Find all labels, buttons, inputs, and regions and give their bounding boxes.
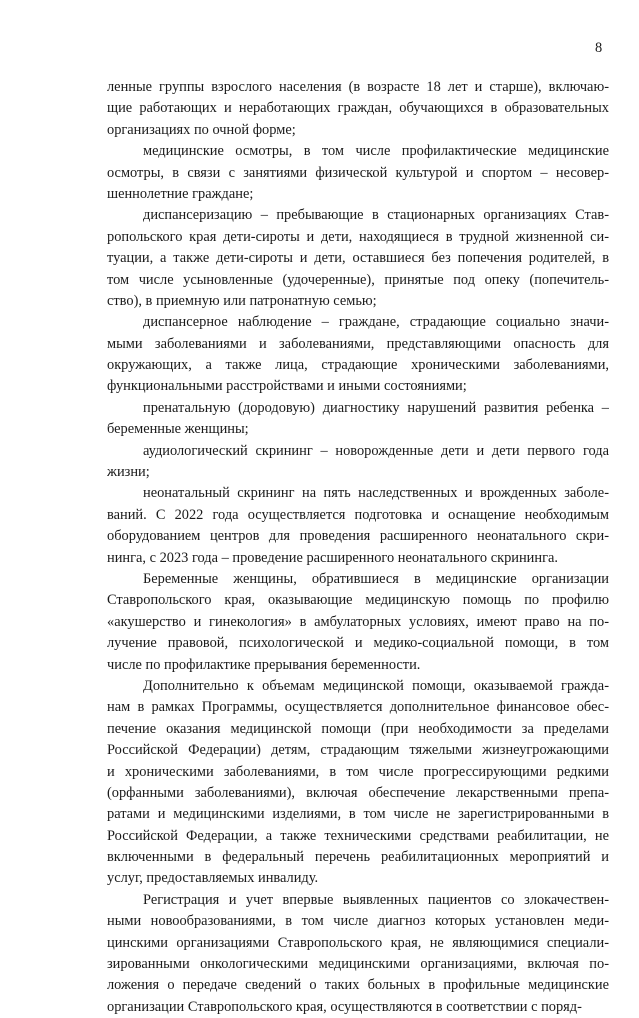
text-line: организации Ставропольского края, осуществляются в соответствии с поряд- (107, 998, 582, 1015)
text-line: шеннолетние граждане; (107, 185, 254, 202)
text-line: диспансерное наблюдение – граждане, страдающие социально значи- (143, 314, 609, 331)
paragraph (107, 141, 609, 205)
page-number: 8 (595, 40, 603, 56)
text-line: том числе усыновленные (удочеренные), принятые под опеку (попечитель- (107, 271, 609, 288)
text-line: Российской Федерации) детям, страдающим тяжелыми жизнеугрожающими (107, 742, 609, 759)
text-line: лучение правовой, психологической и медико-социальной помощи, в том (107, 635, 609, 652)
text-line: Дополнительно к объемам медицинской помощи, оказываемой гражда- (143, 677, 609, 694)
text-line: Регистрация и учет впервые выявленных пациентов со злокачествен- (143, 891, 609, 908)
paragraph (107, 312, 609, 398)
text-line: пренатальную (дородовую) диагностику нарушений развития ребенка – (143, 399, 609, 416)
paragraph (107, 441, 609, 484)
text-line: ратами и медицинскими изделиями, в том числе не зарегистрированными в (107, 806, 609, 823)
text-line: услуг, предоставляемых инвалиду. (107, 870, 319, 887)
text-line: ленные группы взрослого населения (в возрасте 18 лет и старше), включаю- (107, 79, 609, 95)
body-text (107, 77, 609, 1018)
text-line: аудиологический скрининг – новорожденные дети и дети первого года (143, 442, 609, 459)
text-line: туации, а также дети-сироты и дети, оставшиеся без попечения родителей, в (107, 250, 609, 267)
paragraph (107, 398, 609, 441)
text-line: Российской Федерации, а также техническими средствами реабилитации, не (107, 827, 609, 844)
text-line: организациях по очной форме; (107, 121, 296, 138)
text-line: щие работающих и неработающих граждан, обучающихся в образовательных (107, 100, 609, 117)
text-line: ваний. С 2022 года осуществляется подготовка и оснащение необходимым (107, 506, 609, 523)
paragraph (107, 569, 609, 676)
text-line: ложения о передаче сведений о таких больных в профильные медицинские (107, 977, 609, 994)
text-line: окружающих, а также лица, страдающие хроническими заболеваниями, (107, 357, 609, 374)
paragraph (107, 890, 609, 1018)
paragraph (107, 676, 609, 890)
text-line: Ставропольского края, оказывающие медицинскую помощь по профилю (107, 592, 609, 609)
text-line: числе по профилактике прерывания беременности. (107, 656, 421, 673)
text-line: и хроническими заболеваниями, в том числе прогрессирующими редкими (107, 763, 609, 780)
paragraph (107, 205, 609, 312)
text-line: неонатальный скрининг на пять наследственных и врожденных заболе- (143, 485, 609, 502)
text-line: зированными онкологическими медицинскими организациями, включая по- (107, 956, 609, 973)
text-line: жизни; (107, 464, 150, 481)
text-line: печение оказания медицинской помощи (при необходимости за пределами (107, 720, 609, 737)
text-line: ропольского края дети-сироты и дети, находящиеся в трудной жизненной си- (107, 228, 609, 245)
text-line: Беременные женщины, обратившиеся в медицинские организации (143, 570, 609, 587)
text-line: осмотры, в связи с занятиями физической культурой и спортом – несовер- (107, 164, 609, 181)
paragraph (107, 77, 609, 141)
text-line: мыми заболеваниями и заболеваниями, представляющими опасность для (107, 335, 609, 352)
text-line: оборудованием центров для проведения расширенного неонатального скри- (107, 528, 609, 545)
text-line: нам в рамках Программы, осуществляется дополнительное финансовое обес- (107, 699, 609, 716)
text-line: диспансеризацию – пребывающие в стационарных организациях Став- (143, 207, 609, 224)
paragraph (107, 483, 609, 569)
text-line: медицинские осмотры, в том числе профилактические медицинские (143, 143, 609, 160)
text-line: цинскими организациями Ставропольского края, не являющимися специали- (107, 934, 609, 951)
text-line: «акушерство и гинекология» в амбулаторных условиях, имеют право на по- (107, 613, 609, 630)
text-line: нинга, с 2023 года – проведение расширенного неонатального скрининга. (107, 549, 558, 566)
text-line: ство), в приемную или патронатную семью; (107, 292, 377, 309)
text-line: беременные женщины; (107, 421, 249, 438)
text-line: ными новообразованиями, в том числе диагноз которых установлен меди- (107, 913, 609, 930)
text-line: включенными в федеральный перечень реабилитационных мероприятий и (107, 849, 609, 866)
text-line: (орфанными заболеваниями), включая обеспечение лекарственными препа- (107, 784, 609, 801)
text-line: функциональными расстройствами и иными состояниями; (107, 378, 467, 395)
